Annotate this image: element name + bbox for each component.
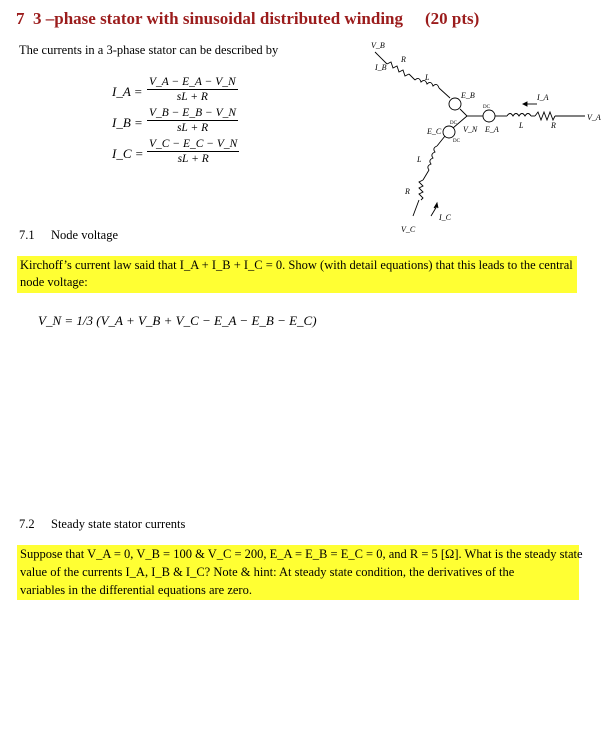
- label-va: V_A: [587, 113, 601, 122]
- label-vc: V_C: [401, 225, 416, 234]
- text-line: Kirchoff’s current law said that I_A + I_B + I_C = 0. Show (with detail equations) that this leads to the central: [20, 258, 573, 272]
- label-l-b: L: [425, 73, 430, 82]
- equation-denominator: sL + R: [176, 91, 208, 103]
- label-vb: V_B: [371, 41, 385, 50]
- equation-denominator: sL + R: [177, 153, 209, 165]
- label-r-c: R: [405, 187, 410, 196]
- section-number: 7.1: [19, 228, 35, 242]
- label-dc-a: DC: [483, 105, 490, 110]
- equation-ib: [112, 107, 237, 141]
- equation-numerator: V_A − E_A − V_N: [149, 76, 236, 88]
- label-ib: I_B: [375, 63, 387, 72]
- question-number: 7: [16, 9, 25, 28]
- label-ia: I_A: [537, 93, 549, 102]
- equation-numerator: V_C − E_C − V_N: [149, 138, 238, 150]
- node-voltage-equation: V_N = 1/3 (V_A + V_B + V_C − E_A − E_B − E_C): [38, 313, 317, 328]
- text-line: Suppose that V_A = 0, V_B = 100 & V_C = 200, E_A = E_B = E_C = 0, and R = 5 [Ω]. What is the steady state: [20, 547, 583, 561]
- equation-lhs: I_A =: [112, 84, 143, 99]
- question-points: (20 pts): [425, 9, 480, 28]
- section-7-1-heading: [19, 228, 118, 243]
- text-line: value of the currents I_A, I_B & I_C? Note & hint: At steady state condition, the derivatives of the: [20, 565, 515, 579]
- equation-lhs: I_C =: [112, 146, 144, 161]
- equation-fraction: [147, 138, 239, 165]
- equation-fraction: [147, 107, 238, 134]
- section-title: Node voltage: [51, 228, 118, 242]
- label-eb: E_B: [461, 91, 475, 100]
- section-title: Steady state stator currents: [51, 517, 186, 531]
- section-7-2-highlight: [17, 545, 583, 600]
- label-ic: I_C: [439, 213, 451, 222]
- equation-denominator: sL + R: [176, 122, 209, 134]
- label-ea: E_A: [485, 125, 499, 134]
- equation-ic: [112, 138, 238, 172]
- question-heading: [16, 9, 479, 29]
- section-number: 7.2: [19, 517, 35, 531]
- equation-fraction: [147, 76, 238, 103]
- stator-circuit-diagram: [355, 40, 601, 240]
- equation-lhs: I_B =: [112, 115, 143, 130]
- label-dc-b: DC: [450, 121, 457, 126]
- label-ec: E_C: [427, 127, 442, 136]
- text-line: variables in the differential equations are zero.: [20, 583, 252, 597]
- label-vn: V_N: [463, 125, 478, 134]
- label-l-a: L: [519, 121, 524, 130]
- label-dc-c: DC: [453, 139, 460, 144]
- label-r-b: R: [401, 55, 406, 64]
- question-title: 3 –phase stator with sinusoidal distributed winding: [33, 9, 404, 28]
- equation-ia: [112, 76, 236, 110]
- equation-numerator: V_B − E_B − V_N: [149, 107, 237, 119]
- label-r-a: R: [551, 121, 556, 130]
- section-7-1-highlight: [17, 256, 577, 293]
- section-7-2-heading: [19, 517, 185, 532]
- text-line: node voltage:: [20, 275, 88, 289]
- label-l-c: L: [417, 155, 422, 164]
- intro-text: The currents in a 3-phase stator can be described by: [19, 43, 279, 57]
